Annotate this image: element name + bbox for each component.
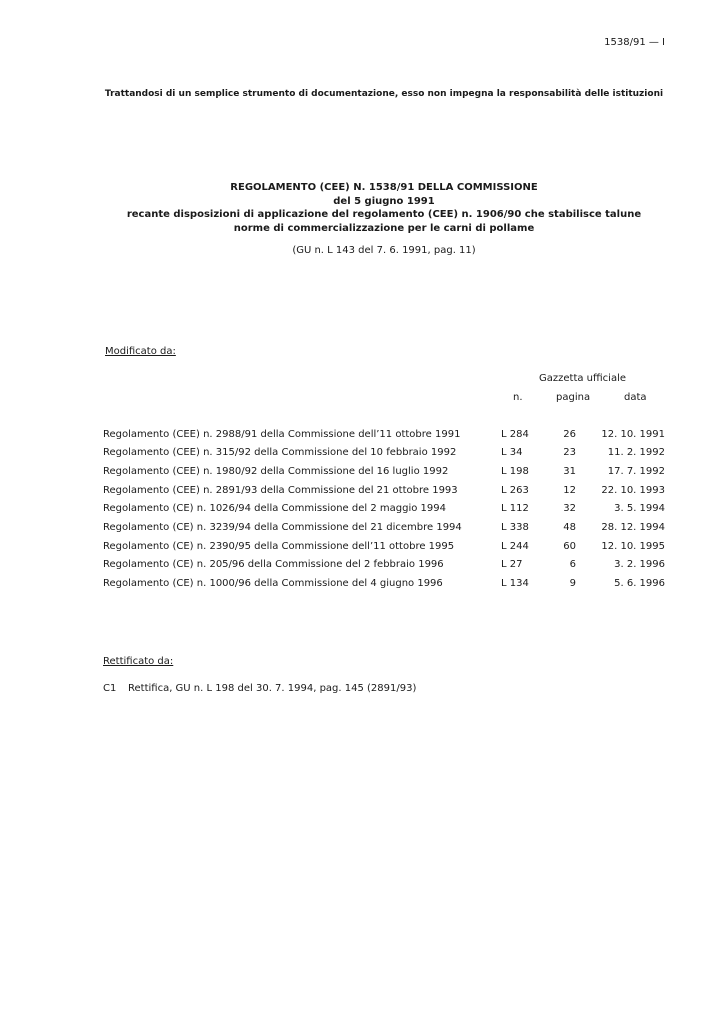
amendment-description: Regolamento (CE) n. 1000/96 della Commissione del 4 giugno 1996 [103,578,443,589]
table-row [0,466,724,484]
disclaimer: Trattandosi di un semplice strumento di documentazione, esso non impegna la responsabilità delle istituzioni [104,89,664,99]
title-line-3: recante disposizioni di applicazione del regolamento (CEE) n. 1906/90 che stabilisce talune [126,209,642,220]
page-reference: 1538/91 — I [604,37,665,48]
amendment-oj-number: L 27 [501,559,523,570]
table-row [0,503,724,521]
corrigendum-item [103,683,416,694]
amendment-description: Regolamento (CE) n. 205/96 della Commissione del 2 febbraio 1996 [103,559,444,570]
table-row [0,447,724,465]
amendment-description: Regolamento (CE) n. 2390/95 della Commissione dell’11 ottobre 1995 [103,541,455,552]
column-header-data: data [624,392,647,403]
column-header-n: n. [513,392,523,403]
column-header-pagina: pagina [556,392,591,403]
corrigendum-code: C1 [103,683,117,694]
amendment-date: 3. 2. 1996 [614,559,665,570]
title-line-2: del 5 giugno 1991 [333,195,435,207]
amendment-oj-number: L 198 [501,466,529,477]
amendment-page: 26 [563,429,576,440]
amendment-page: 9 [569,578,576,589]
amendment-oj-number: L 338 [501,522,529,533]
amendment-page: 6 [569,559,576,570]
regulation-title [0,181,724,235]
modified-by-label: Modificato da: [105,346,176,357]
amendment-description: Regolamento (CEE) n. 1980/92 della Commissione del 16 luglio 1992 [103,466,449,477]
amendment-description: Regolamento (CEE) n. 315/92 della Commissione del 10 febbraio 1992 [103,447,457,458]
amendment-date: 12. 10. 1991 [601,429,665,440]
amendment-date: 11. 2. 1992 [607,447,665,458]
amendment-page: 48 [563,522,576,533]
amendment-oj-number: L 112 [501,503,529,514]
amendment-date: 22. 10. 1993 [601,485,665,496]
table-row [0,541,724,559]
amendment-description: Regolamento (CEE) n. 2988/91 della Commissione dell’11 ottobre 1991 [103,429,461,440]
amendment-description: Regolamento (CE) n. 3239/94 della Commissione del 21 dicembre 1994 [103,522,462,533]
table-row [0,559,724,577]
amendment-date: 12. 10. 1995 [601,541,665,552]
amendment-oj-number: L 284 [501,429,529,440]
rectified-by-label: Rettificato da: [103,656,174,667]
table-row [0,578,724,596]
title-line-4: norme di commercializzazione per le carni di pollame [233,222,535,234]
amendment-oj-number: L 34 [501,447,523,458]
gazzetta-ufficiale-header: Gazzetta ufficiale [539,373,627,384]
official-journal-reference: (GU n. L 143 del 7. 6. 1991, pag. 11) [292,245,476,256]
amendment-page: 23 [563,447,576,458]
amendment-description: Regolamento (CE) n. 1026/94 della Commissione del 2 maggio 1994 [103,503,446,514]
amendment-page: 32 [563,503,576,514]
amendment-description: Regolamento (CEE) n. 2891/93 della Commissione del 21 ottobre 1993 [103,485,458,496]
amendment-oj-number: L 134 [501,578,529,589]
corrigendum-text: Rettifica, GU n. L 198 del 30. 7. 1994, pag. 145 (2891/93) [128,683,417,694]
table-row [0,485,724,503]
amendment-page: 12 [563,485,576,496]
amendment-date: 28. 12. 1994 [601,522,665,533]
table-row [0,522,724,540]
amendment-oj-number: L 244 [501,541,529,552]
table-row [0,429,724,447]
amendment-page: 60 [563,541,576,552]
amendment-date: 3. 5. 1994 [614,503,665,514]
amendment-date: 17. 7. 1992 [607,466,665,477]
amendment-date: 5. 6. 1996 [614,578,665,589]
title-line-1: REGOLAMENTO (CEE) N. 1538/91 DELLA COMMISSIONE [230,182,538,193]
amendment-page: 31 [563,466,576,477]
amendment-oj-number: L 263 [501,485,529,496]
